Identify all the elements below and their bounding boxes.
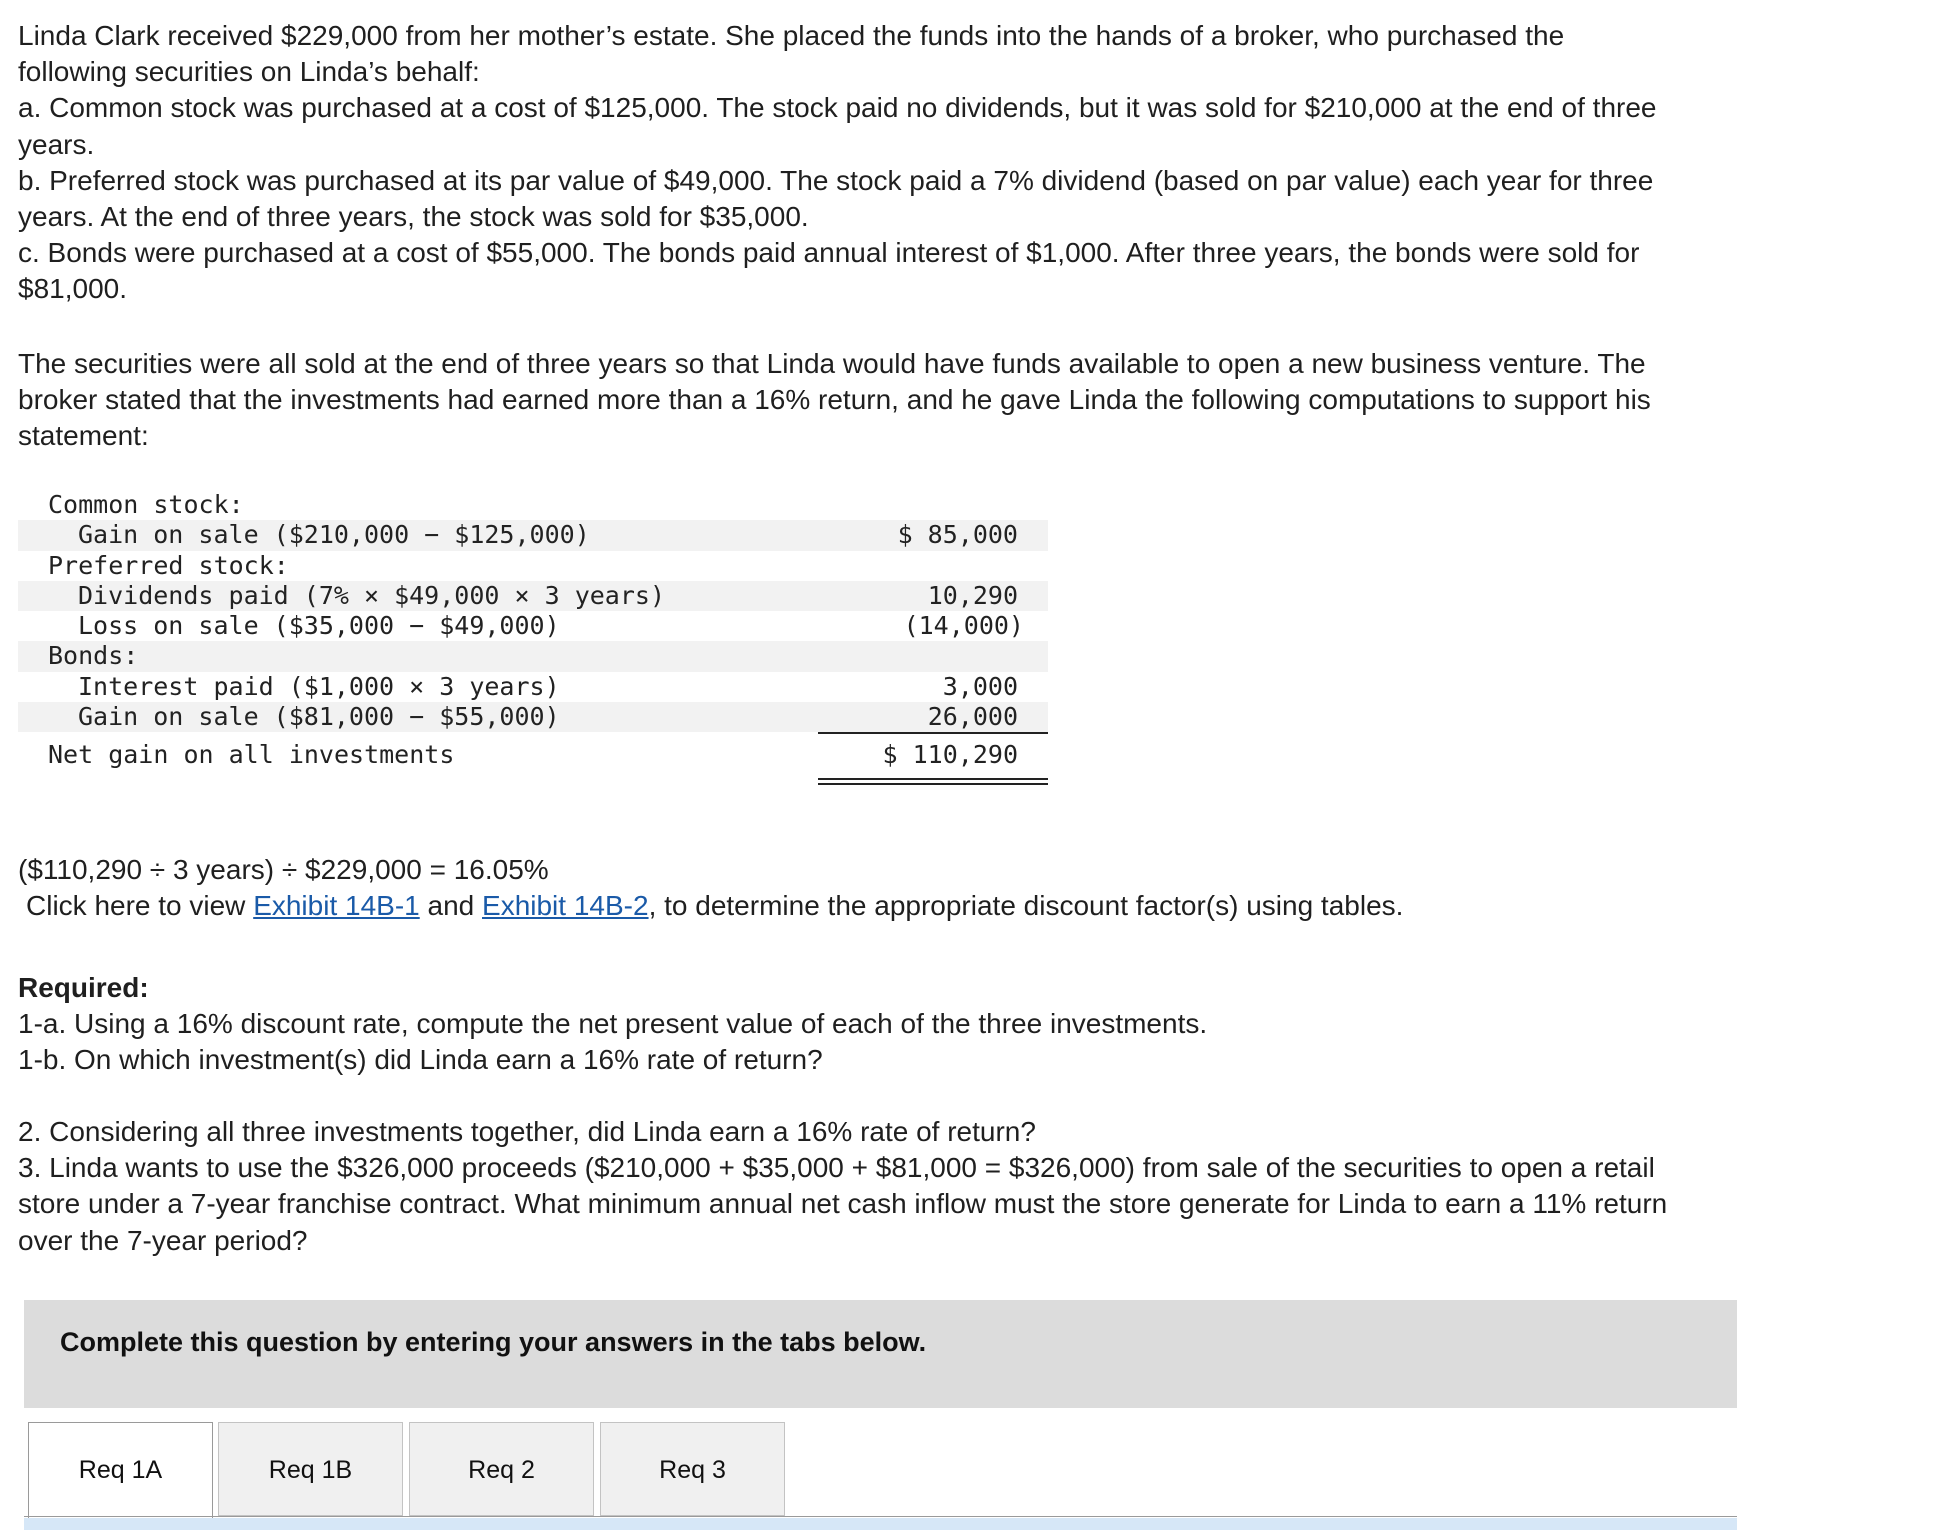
total-double-underline (818, 783, 1048, 785)
table-row (18, 740, 1048, 770)
broker-line: The securities were all sold at the end of three years so that Linda would have funds available to open a new business venture. The (18, 348, 1646, 379)
net-gain-label: Net gain on all investments (48, 740, 455, 770)
table-row (18, 611, 1048, 641)
common-stock-heading: Common stock: (48, 490, 244, 519)
intro-line: following securities on Linda’s behalf: (18, 56, 480, 88)
bonds-heading: Bonds: (48, 641, 139, 671)
required-1a: 1-a. Using a 16% discount rate, compute the net present value of each of the three investments. (18, 1008, 1208, 1040)
common-gain-label: Gain on sale ($210,000 − $125,000) (78, 520, 590, 550)
table-row (18, 490, 1048, 520)
return-formula: ($110,290 ÷ 3 years) ÷ $229,000 = 16.05% (18, 854, 549, 885)
subtotal-underline (818, 732, 1048, 734)
tab-req-2[interactable]: Req 2 (409, 1422, 594, 1516)
broker-line: broker stated that the investments had earned more than a 16% return, and he gave Linda the following computations to support his (18, 384, 1651, 416)
pref-loss-label: Loss on sale ($35,000 − $49,000) (78, 611, 560, 641)
table-row (18, 551, 1048, 581)
exhibit-14b-2-link[interactable]: Exhibit 14B-2 (482, 890, 649, 922)
required-3-line: 3. Linda wants to use the $326,000 proceeds ($210,000 + $35,000 + $81,000 = $326,000) from sale of the securities to open a retail (18, 1152, 1655, 1184)
required-2: 2. Considering all three investments together, did Linda earn a 16% rate of return? (18, 1116, 1036, 1147)
required-1b: 1-b. On which investment(s) did Linda earn a 16% rate of return? (18, 1044, 823, 1076)
exhibit-suffix: , to determine the appropriate discount factor(s) using tables. (648, 890, 1404, 922)
table-row (18, 581, 1048, 611)
problem-intro (18, 18, 1656, 308)
broker-computation-table (18, 490, 1048, 771)
bond-interest-label: Interest paid ($1,000 × 3 years) (78, 671, 560, 701)
intro-line: c. Bonds were purchased at a cost of $55,000. The bonds paid annual interest of $1,000. After three years, the bonds were sold for (18, 237, 1640, 269)
exhibit-prefix: Click here to view (26, 890, 254, 922)
intro-line: years. (18, 128, 95, 160)
preferred-stock-heading: Preferred stock: (48, 550, 289, 580)
tab-req-1b[interactable]: Req 1B (218, 1422, 403, 1516)
exhibit-14b-1-link[interactable]: Exhibit 14B-1 (253, 890, 420, 922)
exhibit-middle: and (419, 890, 483, 922)
pref-loss-value: (14,000) (903, 611, 1024, 641)
broker-line: statement: (18, 420, 149, 452)
table-row (18, 520, 1048, 550)
tab-content-strip (24, 1518, 1737, 1530)
intro-line: years. At the end of three years, the stock was sold for $35,000. (18, 201, 809, 233)
return-formula-block (18, 852, 1403, 924)
instruction-text: Complete this question by entering your answers in the tabs below. (60, 1327, 927, 1357)
instruction-panel (24, 1300, 1737, 1408)
exhibit-line (18, 888, 1403, 924)
required-heading: Required: (18, 972, 149, 1003)
bond-interest-value: 3,000 (942, 671, 1018, 701)
intro-line: $81,000. (18, 273, 127, 305)
intro-line: Linda Clark received $229,000 from her mother’s estate. She placed the funds into the hands of a broker, who purchased the (18, 20, 1565, 51)
tab-req-1a[interactable]: Req 1A (28, 1422, 213, 1518)
bond-gain-label: Gain on sale ($81,000 − $55,000) (78, 702, 560, 732)
total-double-underline (818, 778, 1048, 780)
required-section (18, 970, 1207, 1079)
broker-statement (18, 346, 1651, 455)
net-gain-value: $ 110,290 (882, 740, 1018, 770)
intro-line: b. Preferred stock was purchased at its par value of $49,000. The stock paid a 7% dividend (based on par value) each year for three (18, 164, 1654, 196)
pref-dividend-value: 10,290 (927, 580, 1018, 610)
required-section-2 (18, 1114, 1667, 1259)
table-row (18, 702, 1048, 732)
required-3-line: over the 7-year period? (18, 1224, 308, 1256)
tabs-baseline (24, 1516, 1737, 1517)
tab-req-3[interactable]: Req 3 (600, 1422, 785, 1516)
table-row (18, 672, 1048, 702)
bond-gain-value: 26,000 (927, 702, 1018, 732)
table-row (18, 641, 1048, 671)
required-3-line: store under a 7-year franchise contract. What minimum annual net cash inflow must the store generate for Linda to earn a 11% return (18, 1188, 1668, 1220)
intro-line: a. Common stock was purchased at a cost of $125,000. The stock paid no dividends, but it was sold for $210,000 at the end of three (18, 92, 1657, 124)
pref-dividend-label: Dividends paid (7% × $49,000 × 3 years) (78, 580, 665, 610)
common-gain-value: $ 85,000 (897, 520, 1018, 550)
